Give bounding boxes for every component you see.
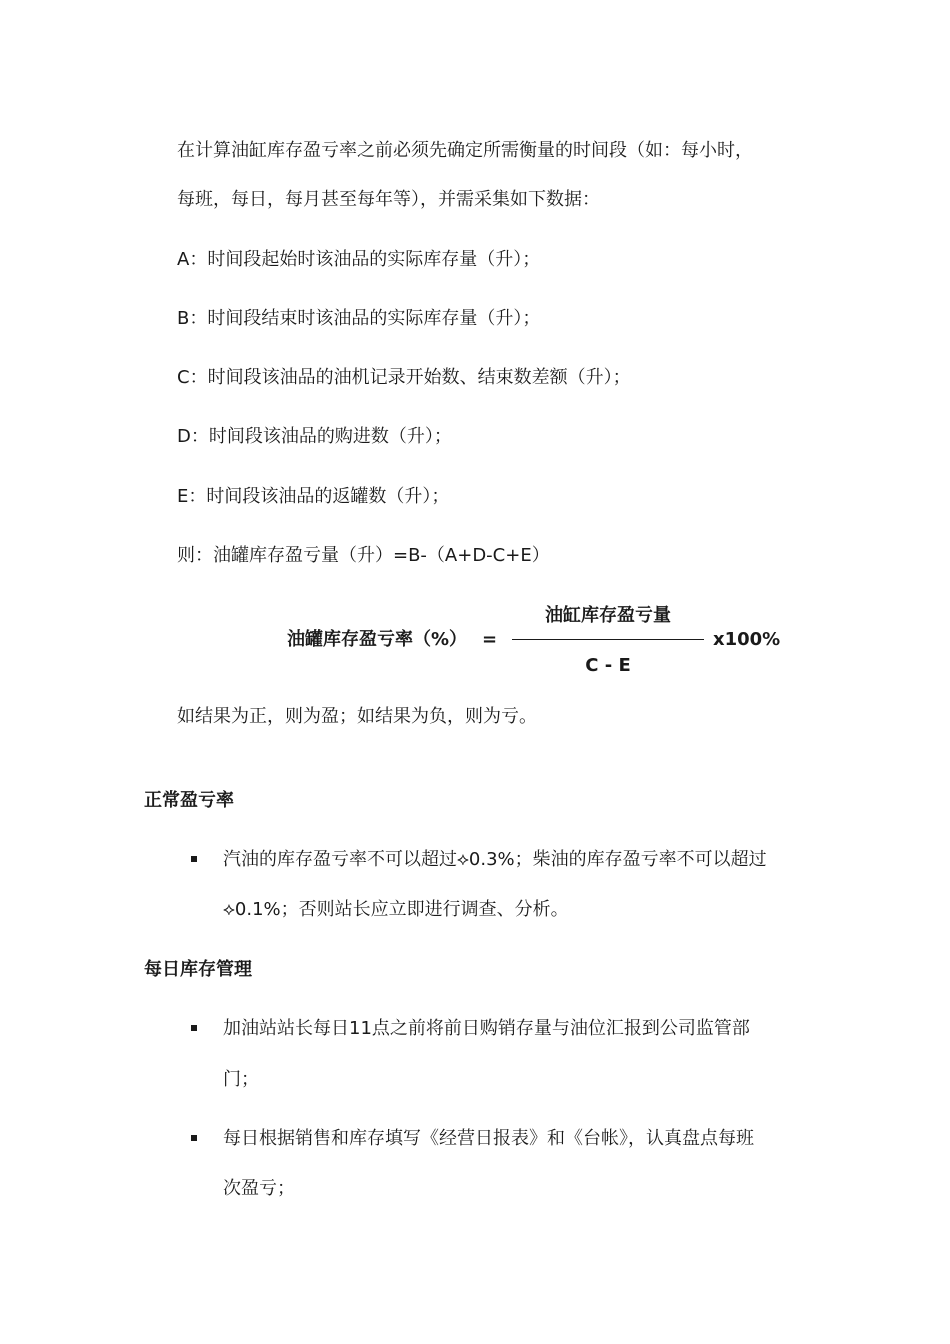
normal-rate-bullet-line-2: ⟡0.1%；否则站长应立即进行调查、分析。 — [223, 899, 569, 920]
data-item-d: D：时间段该油品的购进数（升）； — [177, 426, 452, 447]
formula-denominator: C - E — [585, 655, 631, 676]
intro-line-2: 每班，每日，每月甚至每年等），并需采集如下数据： — [177, 189, 600, 210]
daily-bullet-2-line-1: 每日根据销售和库存填写《经营日报表》和《台帐》，认真盘点每班 — [223, 1128, 754, 1149]
data-item-b: B：时间段结束时该油品的实际库存量（升）； — [177, 308, 541, 329]
daily-bullet-1-line-1: 加油站站长每日11点之前将前日购销存量与油位汇报到公司监管部 — [223, 1018, 750, 1039]
rule-line: 则：油罐库存盈亏量（升）=B-（A+D-C+E） — [177, 545, 550, 566]
rate-formula — [0, 596, 950, 686]
daily-bullet-2-line-2: 次盈亏； — [223, 1178, 295, 1199]
formula-equals: = — [482, 629, 498, 650]
bullet-marker — [191, 1135, 197, 1141]
result-line: 如结果为正，则为盈；如结果为负，则为亏。 — [177, 706, 537, 727]
intro-line-1: 在计算油缸库存盈亏率之前必须先确定所需衡量的时间段（如：每小时， — [177, 140, 753, 161]
fraction-bar — [512, 639, 704, 640]
data-item-c: C：时间段该油品的油机记录开始数、结束数差额（升）； — [177, 367, 631, 388]
section-heading-daily-inventory: 每日库存管理 — [144, 959, 252, 980]
bullet-marker — [191, 1025, 197, 1031]
data-item-e: E：时间段该油品的返罐数（升）； — [177, 486, 450, 507]
normal-rate-bullet-line-1: 汽油的库存盈亏率不可以超过⟡0.3%；柴油的库存盈亏率不可以超过 — [223, 849, 767, 870]
formula-label: 油罐库存盈亏率（%） — [287, 629, 468, 650]
section-heading-normal-rate: 正常盈亏率 — [144, 790, 234, 811]
formula-multiplier: x100% — [713, 629, 781, 650]
daily-bullet-1-line-2: 门； — [223, 1069, 259, 1090]
bullet-marker — [191, 856, 197, 862]
data-item-a: A：时间段起始时该油品的实际库存量（升）； — [177, 249, 541, 270]
formula-numerator: 油缸库存盈亏量 — [545, 605, 671, 626]
